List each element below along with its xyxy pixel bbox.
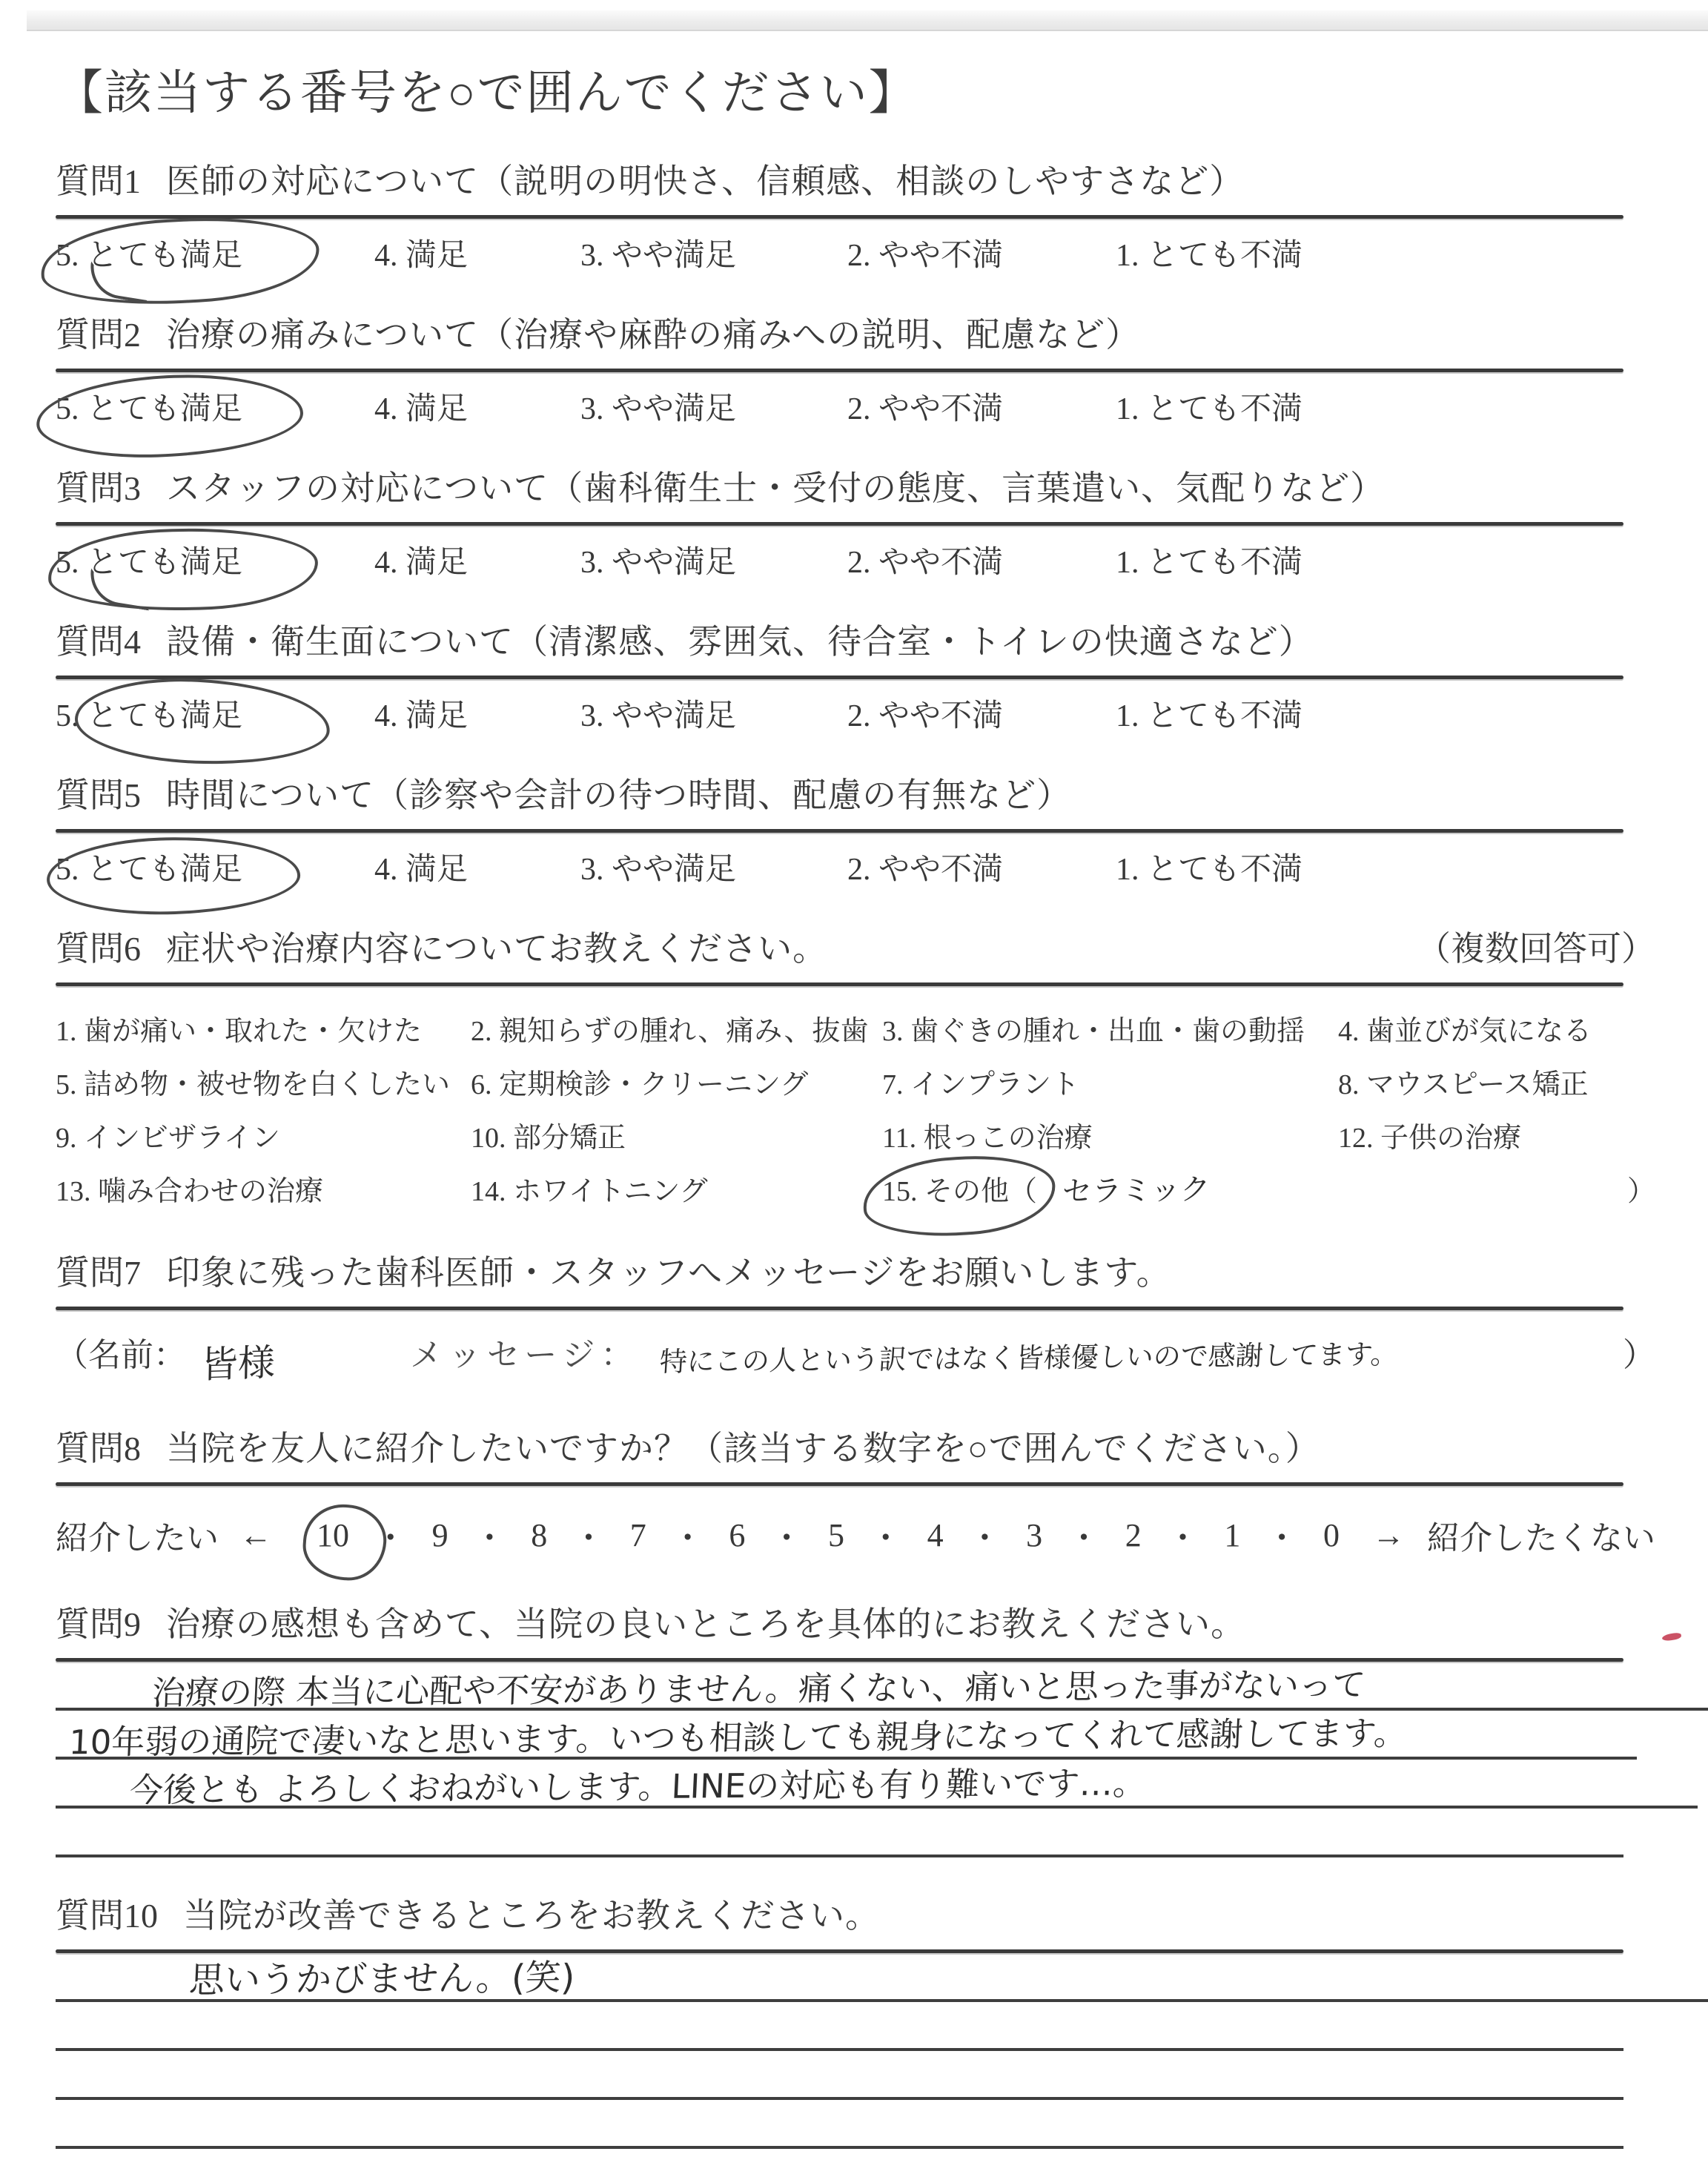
answer-line-4[interactable] bbox=[56, 2100, 1623, 2149]
question-number: 質問1 bbox=[56, 162, 141, 200]
option-satisfied[interactable]: 4. 満足 bbox=[374, 699, 469, 733]
question-text: 時間について（診察や会計の待つ時間、配慮の有無など） bbox=[166, 776, 1072, 814]
handwritten-name[interactable]: 皆様 bbox=[200, 1341, 276, 1387]
symptom-option-4[interactable]: 4. 歯並びが気になる bbox=[1338, 1015, 1592, 1047]
symptom-option-2[interactable]: 2. 親知らずの腫れ、痛み、抜歯 bbox=[471, 1015, 869, 1047]
scale-10[interactable] bbox=[317, 1516, 349, 1554]
page-title: 【該当する番号を○で囲んでください】 bbox=[56, 67, 918, 119]
option-very-dissatisfied[interactable]: 1. とても不満 bbox=[1116, 546, 1303, 580]
option-very-satisfied[interactable] bbox=[56, 389, 374, 430]
option-label: 5. とても満足 bbox=[56, 853, 243, 887]
option-somewhat-satisfied[interactable]: 3. やや満足 bbox=[580, 546, 737, 580]
scale-6[interactable]: 6 bbox=[729, 1516, 746, 1553]
question-text: 印象に残った歯科医師・スタッフへメッセージをお願いします。 bbox=[166, 1254, 1171, 1292]
answer-line-3[interactable] bbox=[56, 2051, 1623, 2100]
scale-8[interactable]: 8 bbox=[531, 1516, 548, 1553]
option-somewhat-dissatisfied[interactable]: 2. やや不満 bbox=[847, 853, 1004, 887]
scale-right-label: 紹介したくない bbox=[1427, 1520, 1655, 1556]
scale-1[interactable]: 1 bbox=[1224, 1516, 1241, 1553]
handwritten-other-answer: セラミック bbox=[1061, 1172, 1211, 1209]
scale-separator: ・ bbox=[1067, 1520, 1100, 1556]
question-5 bbox=[56, 774, 1655, 891]
question-text: 当院を友人に紹介したいですか？（該当する数字を○で囲んでください。） bbox=[166, 1430, 1320, 1467]
symptom-option-7[interactable]: 7. インプラント bbox=[882, 1069, 1080, 1100]
multiple-answers-note: （複数回答可） bbox=[1417, 930, 1655, 968]
option-somewhat-dissatisfied[interactable]: 2. やや不満 bbox=[847, 392, 1004, 426]
option-somewhat-satisfied[interactable]: 3. やや満足 bbox=[580, 392, 737, 426]
question-4 bbox=[56, 621, 1655, 737]
symptom-option-9[interactable]: 9. インビザライン bbox=[56, 1122, 280, 1154]
handwritten-answer: 10年弱の通院で凄いなと思います。いつも相談しても親身になってくれて感謝してます。 bbox=[67, 1713, 1409, 1763]
question-1 bbox=[56, 160, 1655, 277]
answer-line-3[interactable] bbox=[56, 1760, 1698, 1809]
symptom-option-1[interactable]: 1. 歯が痛い・取れた・欠けた bbox=[56, 1015, 423, 1047]
question-text: 治療の痛みについて（治療や麻酔の痛みへの説明、配慮など） bbox=[166, 316, 1141, 354]
scale-3[interactable]: 3 bbox=[1026, 1516, 1043, 1553]
option-very-satisfied[interactable] bbox=[56, 542, 374, 584]
question-text: 医師の対応について（説明の明快さ、信頼感、相談のしやすさなど） bbox=[166, 162, 1245, 200]
scale-separator: ・ bbox=[572, 1520, 605, 1556]
scale-separator: ・ bbox=[374, 1520, 407, 1556]
scan-artifact-red-mark bbox=[1662, 1632, 1682, 1642]
handwritten-answer: 思いうかびません。(笑) bbox=[188, 1956, 576, 2001]
question-3-title bbox=[56, 467, 1655, 510]
option-satisfied[interactable]: 4. 満足 bbox=[374, 546, 469, 580]
question-6-title bbox=[56, 928, 1655, 971]
close-paren: ） bbox=[1623, 1337, 1655, 1373]
option-very-satisfied[interactable] bbox=[56, 849, 374, 891]
symptom-option-12[interactable]: 12. 子供の治療 bbox=[1338, 1122, 1522, 1154]
question-5-title bbox=[56, 774, 1655, 817]
option-somewhat-satisfied[interactable]: 3. やや満足 bbox=[580, 853, 737, 887]
question-7-title bbox=[56, 1252, 1655, 1295]
symptom-option-6[interactable]: 6. 定期検診・クリーニング bbox=[471, 1069, 809, 1100]
option-somewhat-dissatisfied[interactable]: 2. やや不満 bbox=[847, 546, 1004, 580]
rating-options-row bbox=[56, 219, 1655, 277]
question-number: 質問2 bbox=[56, 316, 141, 354]
scale-separator: ・ bbox=[671, 1520, 704, 1556]
question-text: 治療の感想も含めて、当院の良いところを具体的にお教えください。 bbox=[166, 1605, 1246, 1643]
symptom-option-15-other[interactable] bbox=[882, 1167, 1655, 1209]
question-1-title bbox=[56, 160, 1655, 203]
name-field-label: （名前： bbox=[56, 1337, 186, 1373]
question-text: 症状や治療内容についてお教えください。 bbox=[166, 930, 828, 968]
scale-0[interactable]: 0 bbox=[1323, 1516, 1340, 1553]
option-very-dissatisfied[interactable]: 1. とても不満 bbox=[1116, 699, 1303, 733]
scanner-edge-band bbox=[27, 10, 1708, 31]
question-number: 質問4 bbox=[56, 623, 141, 661]
question-number: 質問8 bbox=[56, 1430, 141, 1467]
question-8 bbox=[56, 1427, 1655, 1566]
option-very-satisfied[interactable] bbox=[56, 235, 374, 277]
symptom-option-5[interactable]: 5. 詰め物・被せ物を白くしたい bbox=[56, 1069, 451, 1100]
scale-7[interactable]: 7 bbox=[629, 1516, 646, 1553]
symptom-options-grid bbox=[56, 986, 1655, 1215]
option-very-dissatisfied[interactable]: 1. とても不満 bbox=[1116, 853, 1303, 887]
answer-line-1[interactable] bbox=[56, 1953, 1708, 2002]
question-9 bbox=[56, 1603, 1655, 1857]
question-4-title bbox=[56, 621, 1655, 664]
question-text: 当院が改善できるところをお教えください。 bbox=[183, 1897, 880, 1935]
answer-line-4[interactable] bbox=[56, 1809, 1623, 1857]
symptom-option-8[interactable]: 8. マウスピース矯正 bbox=[1338, 1069, 1589, 1100]
answer-line-2[interactable] bbox=[56, 2002, 1623, 2051]
message-answer-row bbox=[56, 1310, 1655, 1390]
option-very-dissatisfied[interactable]: 1. とても不満 bbox=[1116, 239, 1303, 273]
question-number: 質問7 bbox=[56, 1254, 141, 1292]
question-8-title bbox=[56, 1427, 1655, 1470]
question-number: 質問9 bbox=[56, 1605, 141, 1643]
option-somewhat-dissatisfied[interactable]: 2. やや不満 bbox=[847, 699, 1004, 733]
rating-options-row bbox=[56, 833, 1655, 891]
recommend-scale-row bbox=[56, 1486, 1655, 1566]
option-somewhat-satisfied[interactable]: 3. やや満足 bbox=[580, 699, 737, 733]
question-text: スタッフの対応について（歯科衛生士・受付の態度、言葉遣い、気配りなど） bbox=[166, 469, 1386, 507]
handwritten-answer: 治療の際 本当に心配や不安がありません。痛くない、痛いと思った事がないって bbox=[150, 1665, 1367, 1713]
question-9-title bbox=[56, 1603, 1655, 1646]
question-2 bbox=[56, 314, 1655, 430]
handwritten-message[interactable]: 特にこの人という訳ではなく皆様優しいので感謝してます。 bbox=[658, 1338, 1400, 1378]
question-3 bbox=[56, 467, 1655, 584]
question-number: 質問3 bbox=[56, 469, 141, 507]
right-arrow-icon: → bbox=[1372, 1516, 1405, 1553]
scale-number-label: 10 bbox=[317, 1516, 349, 1553]
answer-line-2[interactable] bbox=[56, 1711, 1637, 1763]
option-label: 5. とても満足 bbox=[56, 546, 243, 580]
scale-5[interactable]: 5 bbox=[827, 1516, 844, 1553]
question-6 bbox=[56, 928, 1655, 1215]
option-very-dissatisfied[interactable]: 1. とても不満 bbox=[1116, 392, 1303, 426]
option-satisfied[interactable]: 4. 満足 bbox=[374, 392, 469, 426]
left-arrow-icon: ← bbox=[239, 1516, 272, 1553]
option-somewhat-satisfied[interactable]: 3. やや満足 bbox=[580, 239, 737, 273]
scale-numbers bbox=[317, 1511, 1340, 1559]
symptom-option-3[interactable]: 3. 歯ぐきの腫れ・出血・歯の動揺 bbox=[882, 1015, 1305, 1047]
option-satisfied[interactable]: 4. 満足 bbox=[374, 853, 469, 887]
scale-separator: ・ bbox=[869, 1520, 902, 1556]
handwritten-answer: 今後とも よろしくおねがいします。LINEの対応も有り難いです…。 bbox=[128, 1763, 1148, 1810]
option-very-satisfied[interactable] bbox=[56, 696, 374, 737]
question-number: 質問6 bbox=[56, 930, 141, 968]
answer-line-1[interactable] bbox=[56, 1662, 1708, 1711]
option-label: 5. とても満足 bbox=[56, 392, 243, 426]
other-option-label: 15. その他（ bbox=[882, 1175, 1038, 1207]
scale-separator: ・ bbox=[1265, 1520, 1299, 1556]
option-satisfied[interactable]: 4. 満足 bbox=[374, 239, 469, 273]
questionnaire-page bbox=[56, 64, 1655, 2149]
rating-options-row bbox=[56, 679, 1655, 737]
scale-4[interactable]: 4 bbox=[927, 1516, 944, 1553]
other-option-close-paren: ） bbox=[1626, 1175, 1655, 1207]
question-2-title bbox=[56, 314, 1655, 357]
symptom-option-11[interactable]: 11. 根っこの治療 bbox=[882, 1122, 1093, 1154]
scale-separator: ・ bbox=[968, 1520, 1002, 1556]
question-number: 質問10 bbox=[56, 1897, 158, 1935]
question-number: 質問5 bbox=[56, 776, 141, 814]
question-7 bbox=[56, 1252, 1655, 1390]
scale-separator: ・ bbox=[770, 1520, 804, 1556]
symptom-option-10[interactable]: 10. 部分矯正 bbox=[471, 1122, 626, 1154]
scale-9[interactable]: 9 bbox=[431, 1516, 448, 1553]
rating-options-row bbox=[56, 526, 1655, 584]
question-text: 設備・衛生面について（清潔感、雰囲気、待合室・トイレの快適さなど） bbox=[166, 623, 1314, 661]
scale-left-label: 紹介したい bbox=[56, 1520, 219, 1556]
question-10-title bbox=[56, 1895, 1655, 1938]
scale-separator: ・ bbox=[1166, 1520, 1199, 1556]
question-10 bbox=[56, 1895, 1655, 2149]
scale-separator: ・ bbox=[473, 1520, 506, 1556]
message-field-label: メッセージ： bbox=[410, 1337, 640, 1373]
scale-2[interactable]: 2 bbox=[1125, 1516, 1142, 1553]
option-somewhat-dissatisfied[interactable]: 2. やや不満 bbox=[847, 239, 1004, 273]
symptom-option-13[interactable]: 13. 噛み合わせの治療 bbox=[56, 1175, 324, 1207]
rating-options-row bbox=[56, 372, 1655, 430]
symptom-option-14[interactable]: 14. ホワイトニング bbox=[471, 1175, 708, 1207]
option-label: 5. とても満足 bbox=[56, 239, 243, 273]
option-label: 5. とても満足 bbox=[56, 699, 243, 733]
